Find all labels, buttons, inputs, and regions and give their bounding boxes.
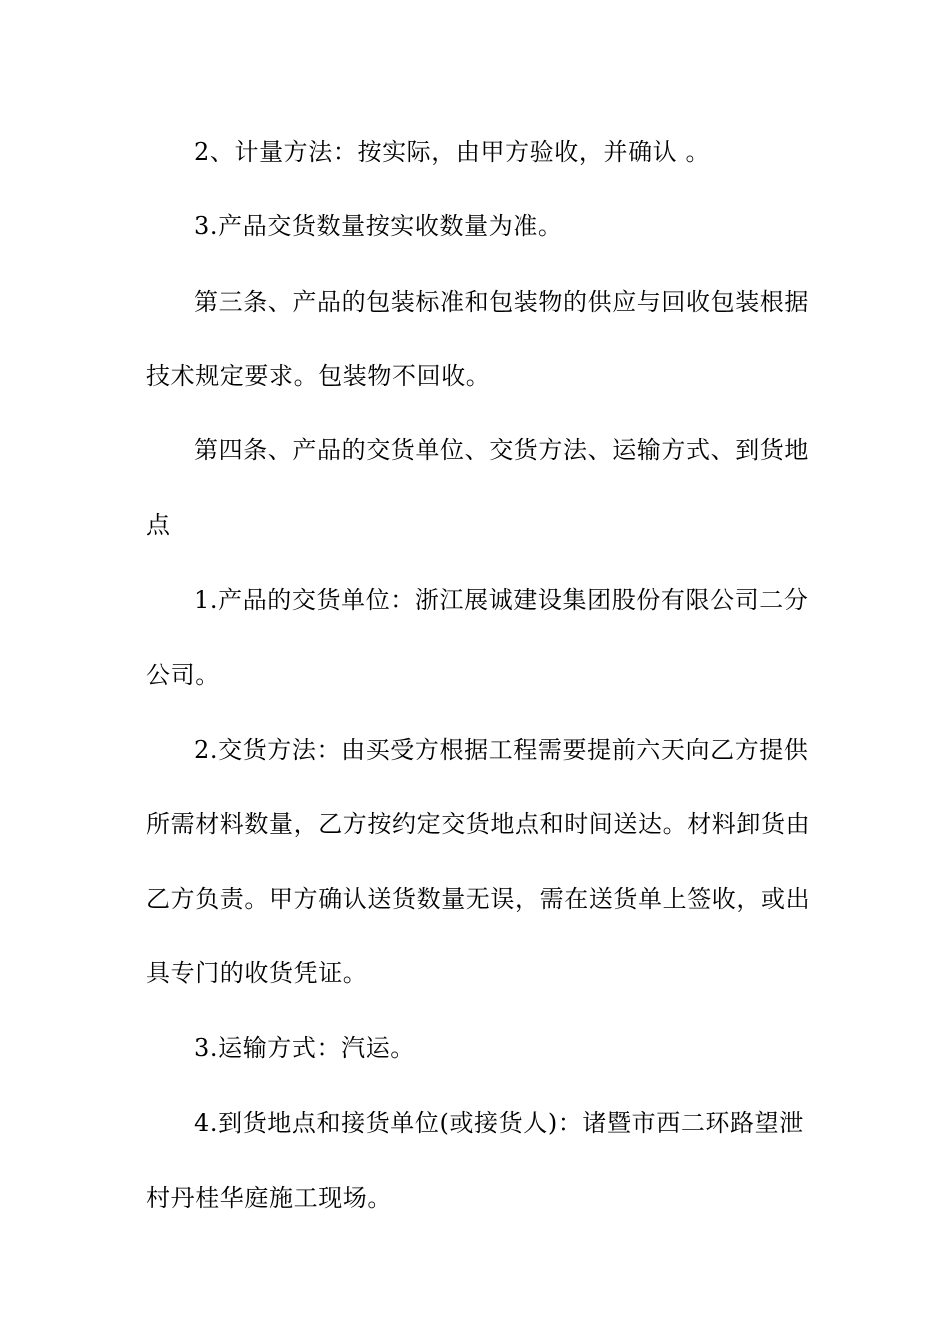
text-line-delivery-method-middle: 所需材料数量，乙方按约定交货地点和时间送达。材料卸货由 [146, 810, 811, 838]
text-line-article-four-end: 点 [146, 511, 171, 539]
text-line-article-three-start: 第三条、产品的包装标准和包装物的供应与回收包装根据 [194, 288, 809, 316]
text-line-delivery-unit-end: 公司。 [146, 661, 220, 689]
text-line-delivery-quantity: 3.产品交货数量按实收数量为准。 [194, 212, 563, 240]
text-line-delivery-place-end: 村丹桂华庭施工现场。 [146, 1184, 392, 1212]
text-line-delivery-place-start: 4.到货地点和接货单位(或接货人)：诸暨市西二环路望泄 [194, 1109, 804, 1137]
text-line-delivery-method-continued: 乙方负责。甲方确认送货数量无误，需在送货单上签收，或出 [146, 885, 811, 913]
text-line-article-four-start: 第四条、产品的交货单位、交货方法、运输方式、到货地 [194, 436, 809, 464]
text-line-measurement-method: 2、计量方法：按实际，由甲方验收，并确认 。 [194, 138, 711, 166]
text-line-transport-method: 3.运输方式：汽运。 [194, 1034, 415, 1062]
text-line-delivery-unit-start: 1.产品的交货单位：浙江展诚建设集团股份有限公司二分 [194, 586, 809, 614]
text-line-delivery-method-start: 2.交货方法：由买受方根据工程需要提前六天向乙方提供 [194, 736, 809, 764]
text-line-article-three-end: 技术规定要求。包装物不回收。 [146, 362, 491, 390]
text-line-delivery-method-end: 具专门的收货凭证。 [146, 959, 368, 987]
